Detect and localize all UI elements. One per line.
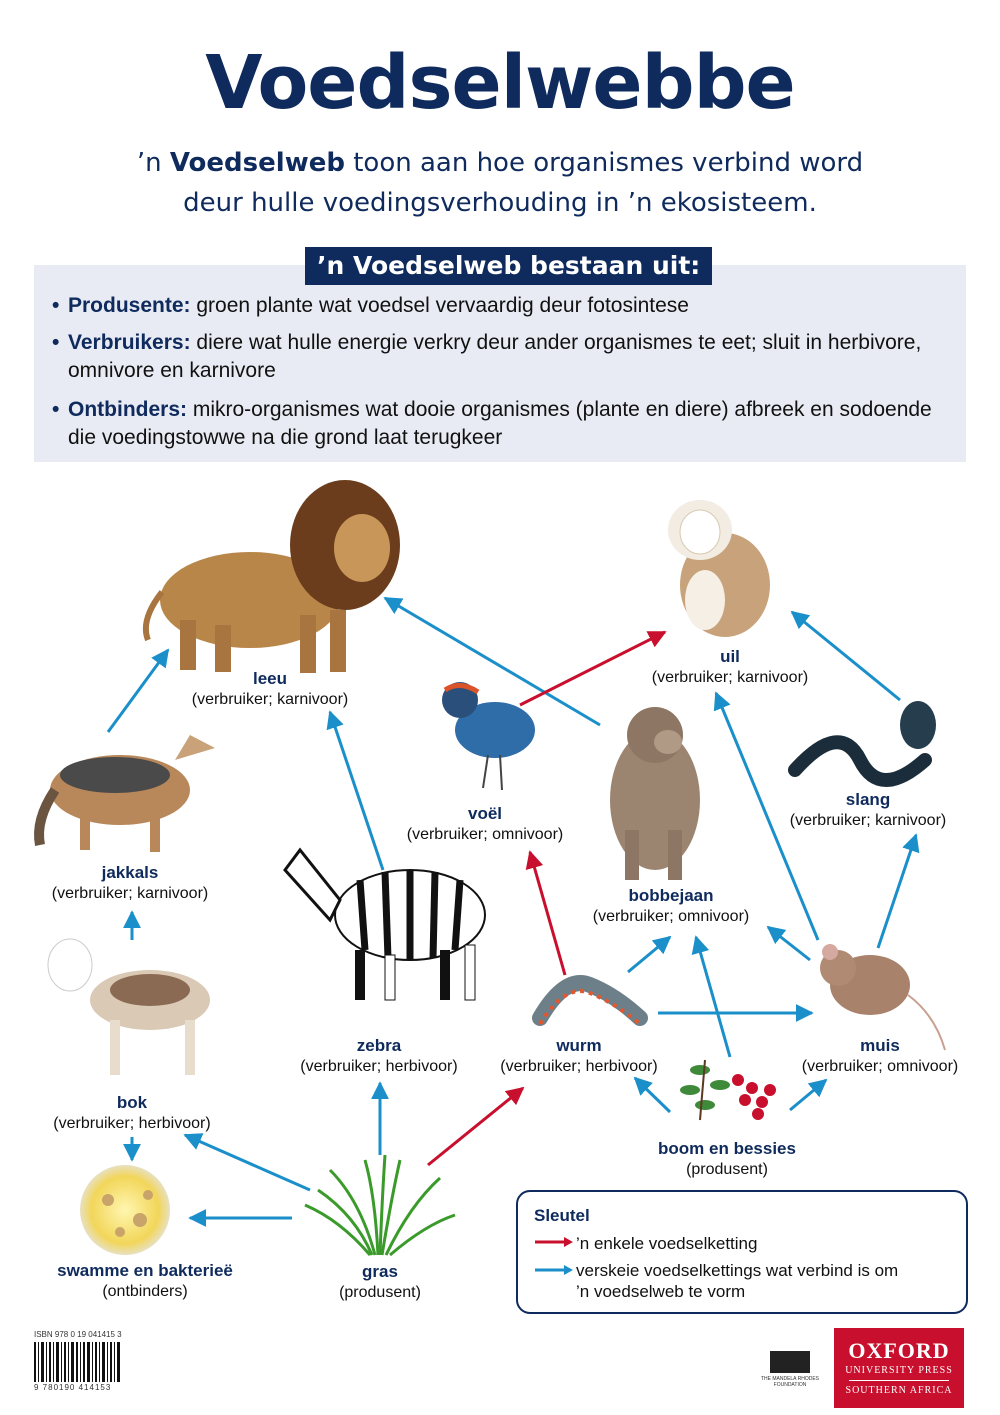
label-uil: uil (verbruiker; karnivoor) bbox=[651, 647, 809, 686]
intro-term: Voedselweb bbox=[169, 148, 345, 178]
arrow-boom-muis bbox=[790, 1080, 826, 1110]
legend-blue-label: verskeie voedselkettings wat verbind is om ’n voedselweb te vorm bbox=[576, 1261, 899, 1301]
info-item-verbruikers: • Verbruikers: diere wat hulle energie verkry deur ander organismes te eet; sluit in herbivore, omnivore en karnivore bbox=[52, 331, 922, 382]
goat-icon bbox=[48, 939, 210, 1075]
jackal-icon bbox=[39, 735, 215, 852]
snake-icon bbox=[795, 701, 936, 780]
legend-title: Sleutel bbox=[534, 1206, 590, 1225]
label-bok: bok (verbruiker; herbivoor) bbox=[53, 1093, 211, 1132]
barcode-icon bbox=[34, 1342, 122, 1382]
arrow-boom-bobbejaan bbox=[696, 937, 730, 1057]
red-arrow-icon bbox=[534, 1235, 574, 1249]
grass-icon bbox=[305, 1155, 455, 1255]
arrow-jakkals-leeu bbox=[108, 650, 168, 732]
arrow-gras-wurm bbox=[428, 1088, 523, 1165]
arrow-muis-bobbejaan bbox=[768, 927, 810, 960]
bullet-icon: • bbox=[52, 398, 60, 421]
isbn-text: ISBN 978 0 19 041415 3 bbox=[34, 1330, 122, 1339]
label-muis: muis (verbruiker; omnivoor) bbox=[801, 1036, 959, 1075]
zebra-icon bbox=[285, 850, 485, 1000]
label-leeu: leeu (verbruiker; karnivoor) bbox=[191, 669, 349, 708]
label-zebra: zebra (verbruiker; herbivoor) bbox=[300, 1036, 458, 1075]
label-voel: voël (verbruiker; omnivoor) bbox=[406, 804, 564, 843]
arrow-wurm-voel bbox=[530, 852, 565, 975]
arrow-wurm-bobbejaan bbox=[628, 937, 670, 972]
label-boom: boom en bessies (produsent) bbox=[658, 1139, 796, 1178]
blue-arrow-icon bbox=[534, 1263, 574, 1277]
bird-icon bbox=[442, 682, 535, 790]
caterpillar-icon bbox=[540, 983, 640, 1024]
owl-icon bbox=[668, 500, 770, 637]
arrow-gras-bok bbox=[185, 1135, 310, 1190]
arrow-boom-wurm bbox=[635, 1078, 670, 1112]
legend-box bbox=[516, 1190, 968, 1314]
label-bobbejaan: bobbejaan (verbruiker; omnivoor) bbox=[592, 886, 750, 925]
berry-bush-icon bbox=[680, 1060, 776, 1120]
baboon-icon bbox=[610, 707, 700, 880]
lion-icon bbox=[146, 480, 400, 673]
fungi-icon bbox=[80, 1165, 170, 1255]
foundation-logo: THE MANDELA RHODES FOUNDATION bbox=[760, 1345, 820, 1400]
info-item-produsente: • Produsente: groen plante wat voedsel vervaardig deur fotosintese bbox=[52, 292, 942, 320]
info-heading: ’n Voedselweb bestaan uit: bbox=[305, 247, 712, 285]
label-gras: gras (produsent) bbox=[339, 1262, 421, 1301]
legend-red-label: ’n enkele voedselketting bbox=[576, 1234, 758, 1253]
label-slang: slang (verbruiker; karnivoor) bbox=[789, 790, 947, 829]
label-jakkals: jakkals (verbruiker; karnivoor) bbox=[51, 863, 209, 902]
foundation-portrait-icon bbox=[770, 1351, 810, 1373]
barcode-number: 9 780190 414153 bbox=[34, 1383, 112, 1392]
page-title: Voedselwebbe bbox=[205, 40, 795, 126]
bullet-icon: • bbox=[52, 294, 60, 317]
intro-text: ’n Voedselweb toon aan hoe organismes verbind word deur hulle voedingsverhouding in ’n ekosisteem. bbox=[136, 148, 864, 218]
bullet-icon: • bbox=[52, 331, 60, 354]
publisher-logo: OXFORD UNIVERSITY PRESS SOUTHERN AFRICA bbox=[834, 1328, 964, 1408]
arrow-muis-slang bbox=[878, 835, 916, 948]
arrow-zebra-leeu bbox=[330, 712, 383, 870]
label-wurm: wurm (verbruiker; herbivoor) bbox=[500, 1036, 658, 1075]
label-swamme: swamme en bakterieë (ontbinders) bbox=[57, 1261, 233, 1300]
info-item-ontbinders: • Ontbinders: mikro-organismes wat dooie organismes (plante en diere) afbreek en sodoende die voedingstowwe na die grond laat terugkeer bbox=[52, 398, 932, 449]
